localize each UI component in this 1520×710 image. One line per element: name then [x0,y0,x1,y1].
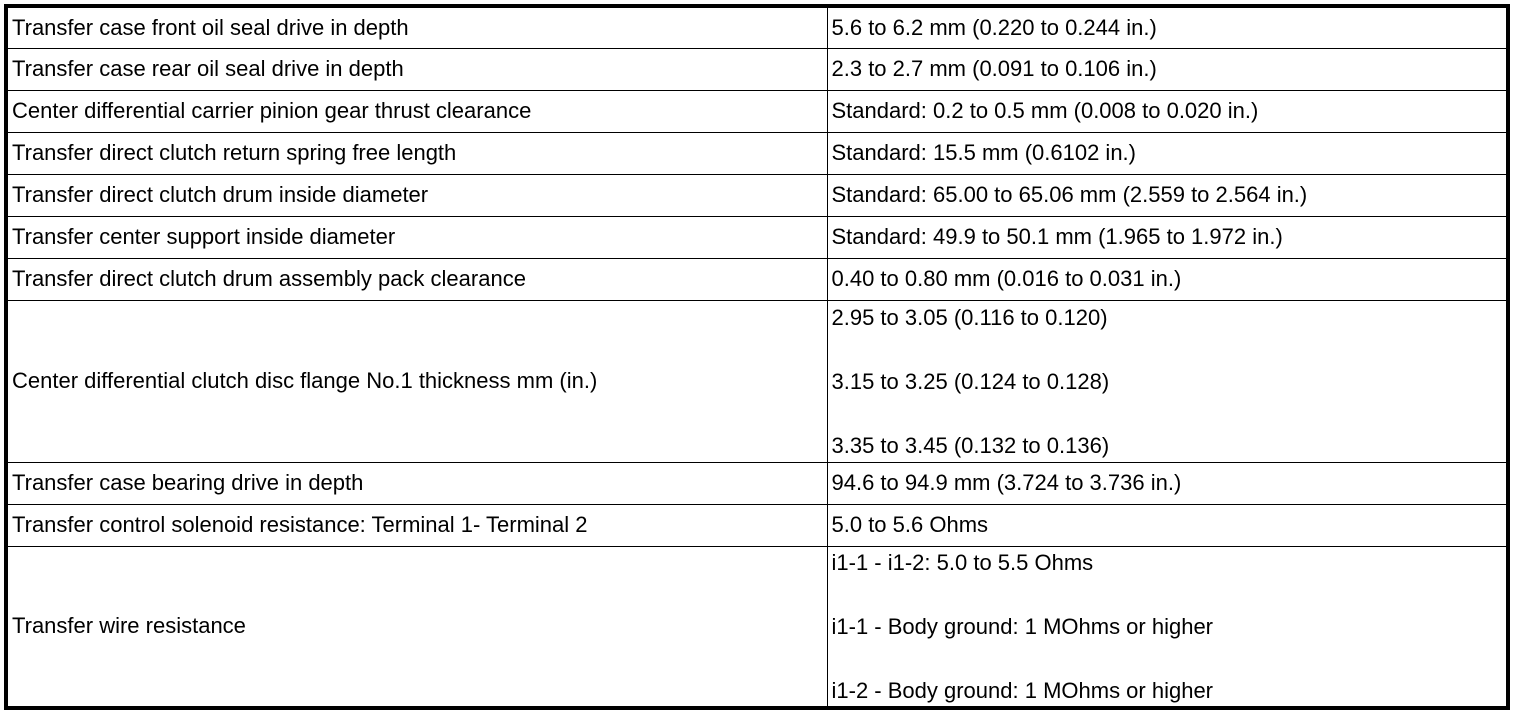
spec-value: i1-2 - Body ground: 1 MOhms or higher [831,678,1214,704]
spec-value: Standard: 65.00 to 65.06 mm (2.559 to 2.564 in.) [827,174,1508,216]
spec-value: Standard: 49.9 to 50.1 mm (1.965 to 1.972 in.) [827,216,1508,258]
table-row [6,6,1508,48]
spec-value: i1-1 - Body ground: 1 MOhms or higher [831,614,1214,640]
spec-label: Center differential carrier pinion gear thrust clearance [6,90,827,132]
spec-value: Standard: 0.2 to 0.5 mm (0.008 to 0.020 in.) [827,90,1508,132]
spec-value: 5.0 to 5.6 Ohms [827,504,1508,546]
spec-value: 2.3 to 2.7 mm (0.091 to 0.106 in.) [827,48,1508,90]
table-row [6,546,1508,708]
table-row [6,48,1508,90]
spec-value: 2.95 to 3.05 (0.116 to 0.120) [831,305,1108,330]
spec-label: Transfer case bearing drive in depth [6,462,827,504]
table-row [6,90,1508,132]
spec-label: Transfer direct clutch drum inside diameter [6,174,827,216]
table-row [6,300,1508,462]
spec-label: Transfer case rear oil seal drive in depth [6,48,827,90]
spec-label: Transfer direct clutch drum assembly pack clearance [6,258,827,300]
table-row [6,174,1508,216]
table-row [6,258,1508,300]
table-row [6,504,1508,546]
spec-label: Transfer case front oil seal drive in depth [6,6,827,48]
spec-value: i1-1 - i1-2: 5.0 to 5.5 Ohms [831,550,1094,576]
spec-label: Transfer control solenoid resistance: Terminal 1- Terminal 2 [6,504,827,546]
spec-value: 3.35 to 3.45 (0.132 to 0.136) [831,433,1110,458]
table-row [6,132,1508,174]
spec-label: Center differential clutch disc flange No.1 thickness mm (in.) [6,300,827,462]
spec-value-list [827,300,1508,462]
spec-value: 94.6 to 94.9 mm (3.724 to 3.736 in.) [827,462,1508,504]
table-row [6,216,1508,258]
spec-value: 0.40 to 0.80 mm (0.016 to 0.031 in.) [827,258,1508,300]
spec-value: 5.6 to 6.2 mm (0.220 to 0.244 in.) [827,6,1508,48]
spec-value: Standard: 15.5 mm (0.6102 in.) [827,132,1508,174]
spec-label: Transfer wire resistance [6,546,827,708]
specification-table [4,4,1510,710]
spec-value-list [827,546,1508,708]
table-row [6,462,1508,504]
spec-label: Transfer direct clutch return spring free length [6,132,827,174]
spec-value: 3.15 to 3.25 (0.124 to 0.128) [831,369,1110,394]
spec-label: Transfer center support inside diameter [6,216,827,258]
